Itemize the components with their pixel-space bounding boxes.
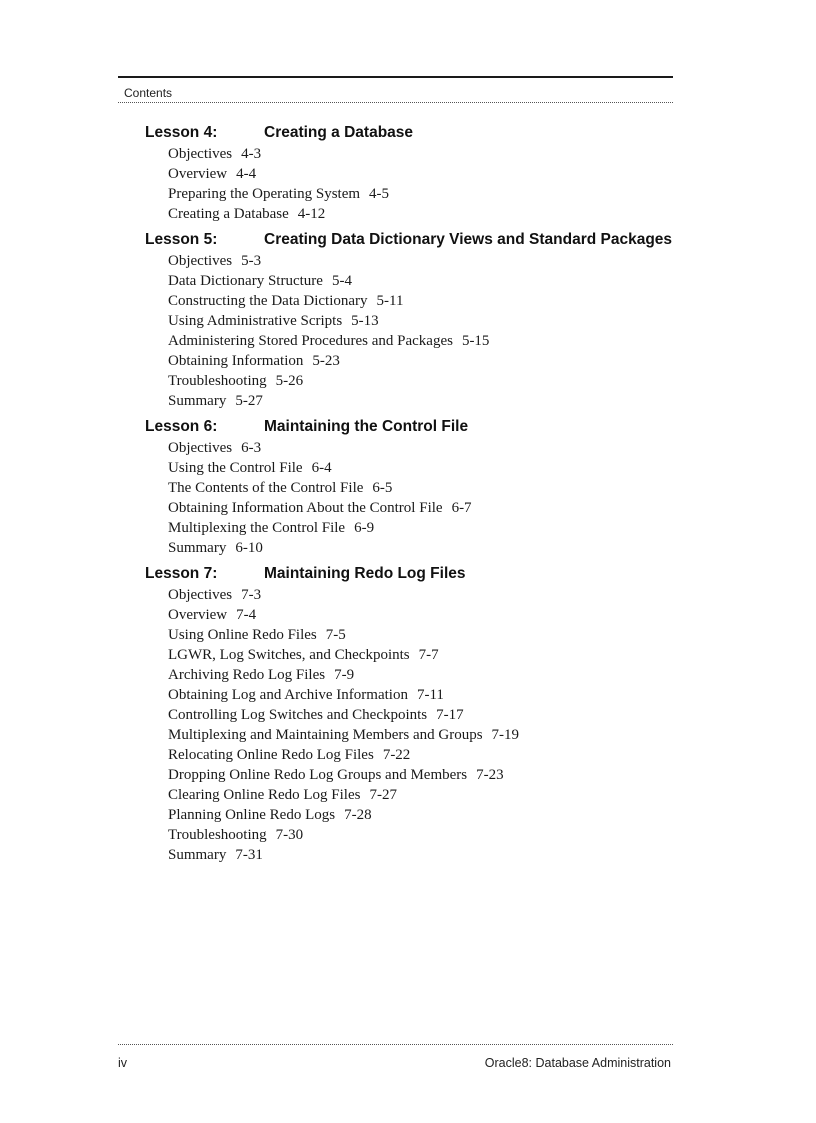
- toc-entry-title: Using Administrative Scripts: [168, 313, 343, 329]
- lesson-section: [145, 563, 705, 865]
- toc-entry-title: Troubleshooting: [168, 373, 267, 389]
- toc-entry-page: 6-7: [451, 500, 472, 516]
- toc-entry-title: Objectives: [168, 253, 233, 269]
- toc-entry-title: Multiplexing and Maintaining Members and Groups: [168, 727, 483, 743]
- toc-entry-page: 7-30: [275, 827, 304, 843]
- toc-entry-title: Objectives: [168, 146, 233, 162]
- toc-entry: [168, 685, 705, 705]
- toc-entry-page: 5-4: [331, 273, 352, 289]
- toc-entry: [168, 705, 705, 725]
- toc-entry-page: 7-28: [344, 807, 372, 823]
- toc-entry-page: 7-7: [418, 647, 439, 663]
- toc-entry-page: 5-3: [241, 253, 262, 269]
- lesson-title: Maintaining Redo Log Files: [264, 565, 466, 582]
- toc-entry: [168, 251, 705, 271]
- toc-entry-page: 4-3: [241, 146, 262, 162]
- page-number: iv: [118, 1056, 128, 1070]
- toc-entry-title: Obtaining Log and Archive Information: [168, 687, 408, 703]
- lesson-section: [145, 122, 705, 224]
- lesson-section: [145, 416, 705, 558]
- toc-entry-title: Summary: [168, 540, 227, 556]
- toc-entry-page: 7-27: [369, 787, 397, 803]
- toc-entry-title: Administering Stored Procedures and Packages: [168, 333, 453, 349]
- toc-entry-title: Dropping Online Redo Log Groups and Members: [168, 767, 468, 783]
- toc-entry-page: 7-17: [436, 707, 464, 723]
- toc-entry-title: Summary: [168, 393, 227, 409]
- topic-list: [145, 438, 705, 558]
- toc-entry-page: 7-22: [382, 747, 411, 763]
- toc-entry: [168, 311, 705, 331]
- toc-entry-page: 7-31: [235, 847, 263, 863]
- topic-list: [145, 585, 705, 865]
- toc-entry: [168, 725, 705, 745]
- toc-entry-page: 5-27: [235, 393, 263, 409]
- toc-entry-page: 7-4: [236, 607, 257, 623]
- toc-entry-title: Troubleshooting: [168, 827, 267, 843]
- toc-entry-page: 7-23: [476, 767, 504, 783]
- toc-entry: [168, 605, 705, 625]
- lesson-number: Lesson 5:: [145, 231, 218, 248]
- toc-entry: [168, 538, 705, 558]
- toc-entry-title: Using Online Redo Files: [168, 627, 317, 643]
- toc-entry-title: Data Dictionary Structure: [168, 273, 323, 289]
- toc-entry: [168, 438, 705, 458]
- toc-entry: [168, 645, 705, 665]
- footer-dotted-rule: [118, 1044, 673, 1045]
- book-title: Oracle8: Database Administration: [484, 1056, 671, 1070]
- toc-entry-title: Relocating Online Redo Log Files: [168, 747, 374, 763]
- toc-entry: [168, 271, 705, 291]
- toc-entry-page: 7-3: [241, 587, 262, 603]
- toc-entry-page: 5-13: [351, 313, 379, 329]
- toc-entry-page: 7-5: [325, 627, 346, 643]
- toc-entry-page: 7-19: [491, 727, 520, 743]
- toc-entry: [168, 164, 705, 184]
- toc-entry-title: Preparing the Operating System: [168, 186, 361, 202]
- toc-entry: [168, 458, 705, 478]
- page-footer: [118, 1044, 673, 1074]
- toc-entry-title: Controlling Log Switches and Checkpoints: [168, 707, 428, 723]
- toc-entry-title: The Contents of the Control File: [168, 480, 364, 496]
- toc-entry-title: Objectives: [168, 587, 233, 603]
- lesson-number: Lesson 7:: [145, 565, 218, 582]
- toc-entry-page: 4-4: [236, 166, 257, 182]
- toc-entry: [168, 204, 705, 224]
- toc-entry-page: 6-10: [235, 540, 263, 556]
- lesson-heading: [145, 416, 705, 438]
- toc-entry: [168, 184, 705, 204]
- toc-entry-page: 7-11: [416, 687, 444, 703]
- lesson-heading: [145, 229, 705, 251]
- toc-entry-title: Planning Online Redo Logs: [168, 807, 336, 823]
- toc-entry-title: Multiplexing the Control File: [168, 520, 346, 536]
- lesson-heading: [145, 563, 705, 585]
- lesson-title: Maintaining the Control File: [264, 418, 469, 435]
- toc-entry: [168, 665, 705, 685]
- lesson-number: Lesson 6:: [145, 418, 218, 435]
- page-header: [118, 76, 673, 100]
- topic-list: [145, 144, 705, 224]
- toc-entry-page: 5-23: [312, 353, 340, 369]
- topic-list: [145, 251, 705, 411]
- toc-entry: [168, 498, 705, 518]
- toc-entry: [168, 625, 705, 645]
- toc-entry: [168, 785, 705, 805]
- toc-entry-page: 5-15: [461, 333, 490, 349]
- toc-entry-title: Archiving Redo Log Files: [168, 667, 326, 683]
- toc-entry: [168, 825, 705, 845]
- toc-entry-title: LGWR, Log Switches, and Checkpoints: [168, 647, 410, 663]
- toc-entry-title: Constructing the Data Dictionary: [168, 293, 368, 309]
- toc-entry: [168, 518, 705, 538]
- toc-entry-page: 4-5: [369, 186, 390, 202]
- toc-entry: [168, 585, 705, 605]
- lesson-title: Creating Data Dictionary Views and Standard Packages: [264, 231, 673, 248]
- toc-entry: [168, 331, 705, 351]
- lesson-heading: [145, 122, 705, 144]
- toc-entry: [168, 371, 705, 391]
- toc-entry-page: 6-9: [354, 520, 375, 536]
- toc-entry: [168, 351, 705, 371]
- toc-entry-title: Objectives: [168, 440, 233, 456]
- toc-entry: [168, 745, 705, 765]
- toc-entry-title: Overview: [168, 607, 228, 623]
- toc-entry-page: 6-5: [372, 480, 393, 496]
- toc-entry-page: 7-9: [334, 667, 355, 683]
- toc-entry: [168, 391, 705, 411]
- table-of-contents: [145, 122, 705, 870]
- toc-entry-page: 6-4: [311, 460, 332, 476]
- toc-entry-title: Summary: [168, 847, 227, 863]
- toc-entry: [168, 805, 705, 825]
- toc-entry-title: Overview: [168, 166, 228, 182]
- toc-entry-page: 6-3: [241, 440, 262, 456]
- toc-entry: [168, 291, 705, 311]
- toc-entry-title: Creating a Database: [168, 206, 289, 222]
- lesson-number: Lesson 4:: [145, 124, 218, 141]
- running-header-label: Contents: [124, 86, 173, 100]
- toc-entry-page: 4-12: [297, 206, 326, 222]
- lesson-section: [145, 229, 705, 411]
- toc-entry-title: Obtaining Information: [168, 353, 304, 369]
- toc-entry-title: Clearing Online Redo Log Files: [168, 787, 361, 803]
- toc-entry: [168, 144, 705, 164]
- toc-entry: [168, 478, 705, 498]
- toc-entry-page: 5-11: [376, 293, 404, 309]
- toc-entry-title: Using the Control File: [168, 460, 303, 476]
- toc-entry-title: Obtaining Information About the Control File: [168, 500, 443, 516]
- toc-entry: [168, 765, 705, 785]
- toc-entry-page: 5-26: [275, 373, 304, 389]
- lesson-title: Creating a Database: [264, 124, 414, 141]
- toc-entry: [168, 845, 705, 865]
- header-dotted-rule: [118, 102, 673, 103]
